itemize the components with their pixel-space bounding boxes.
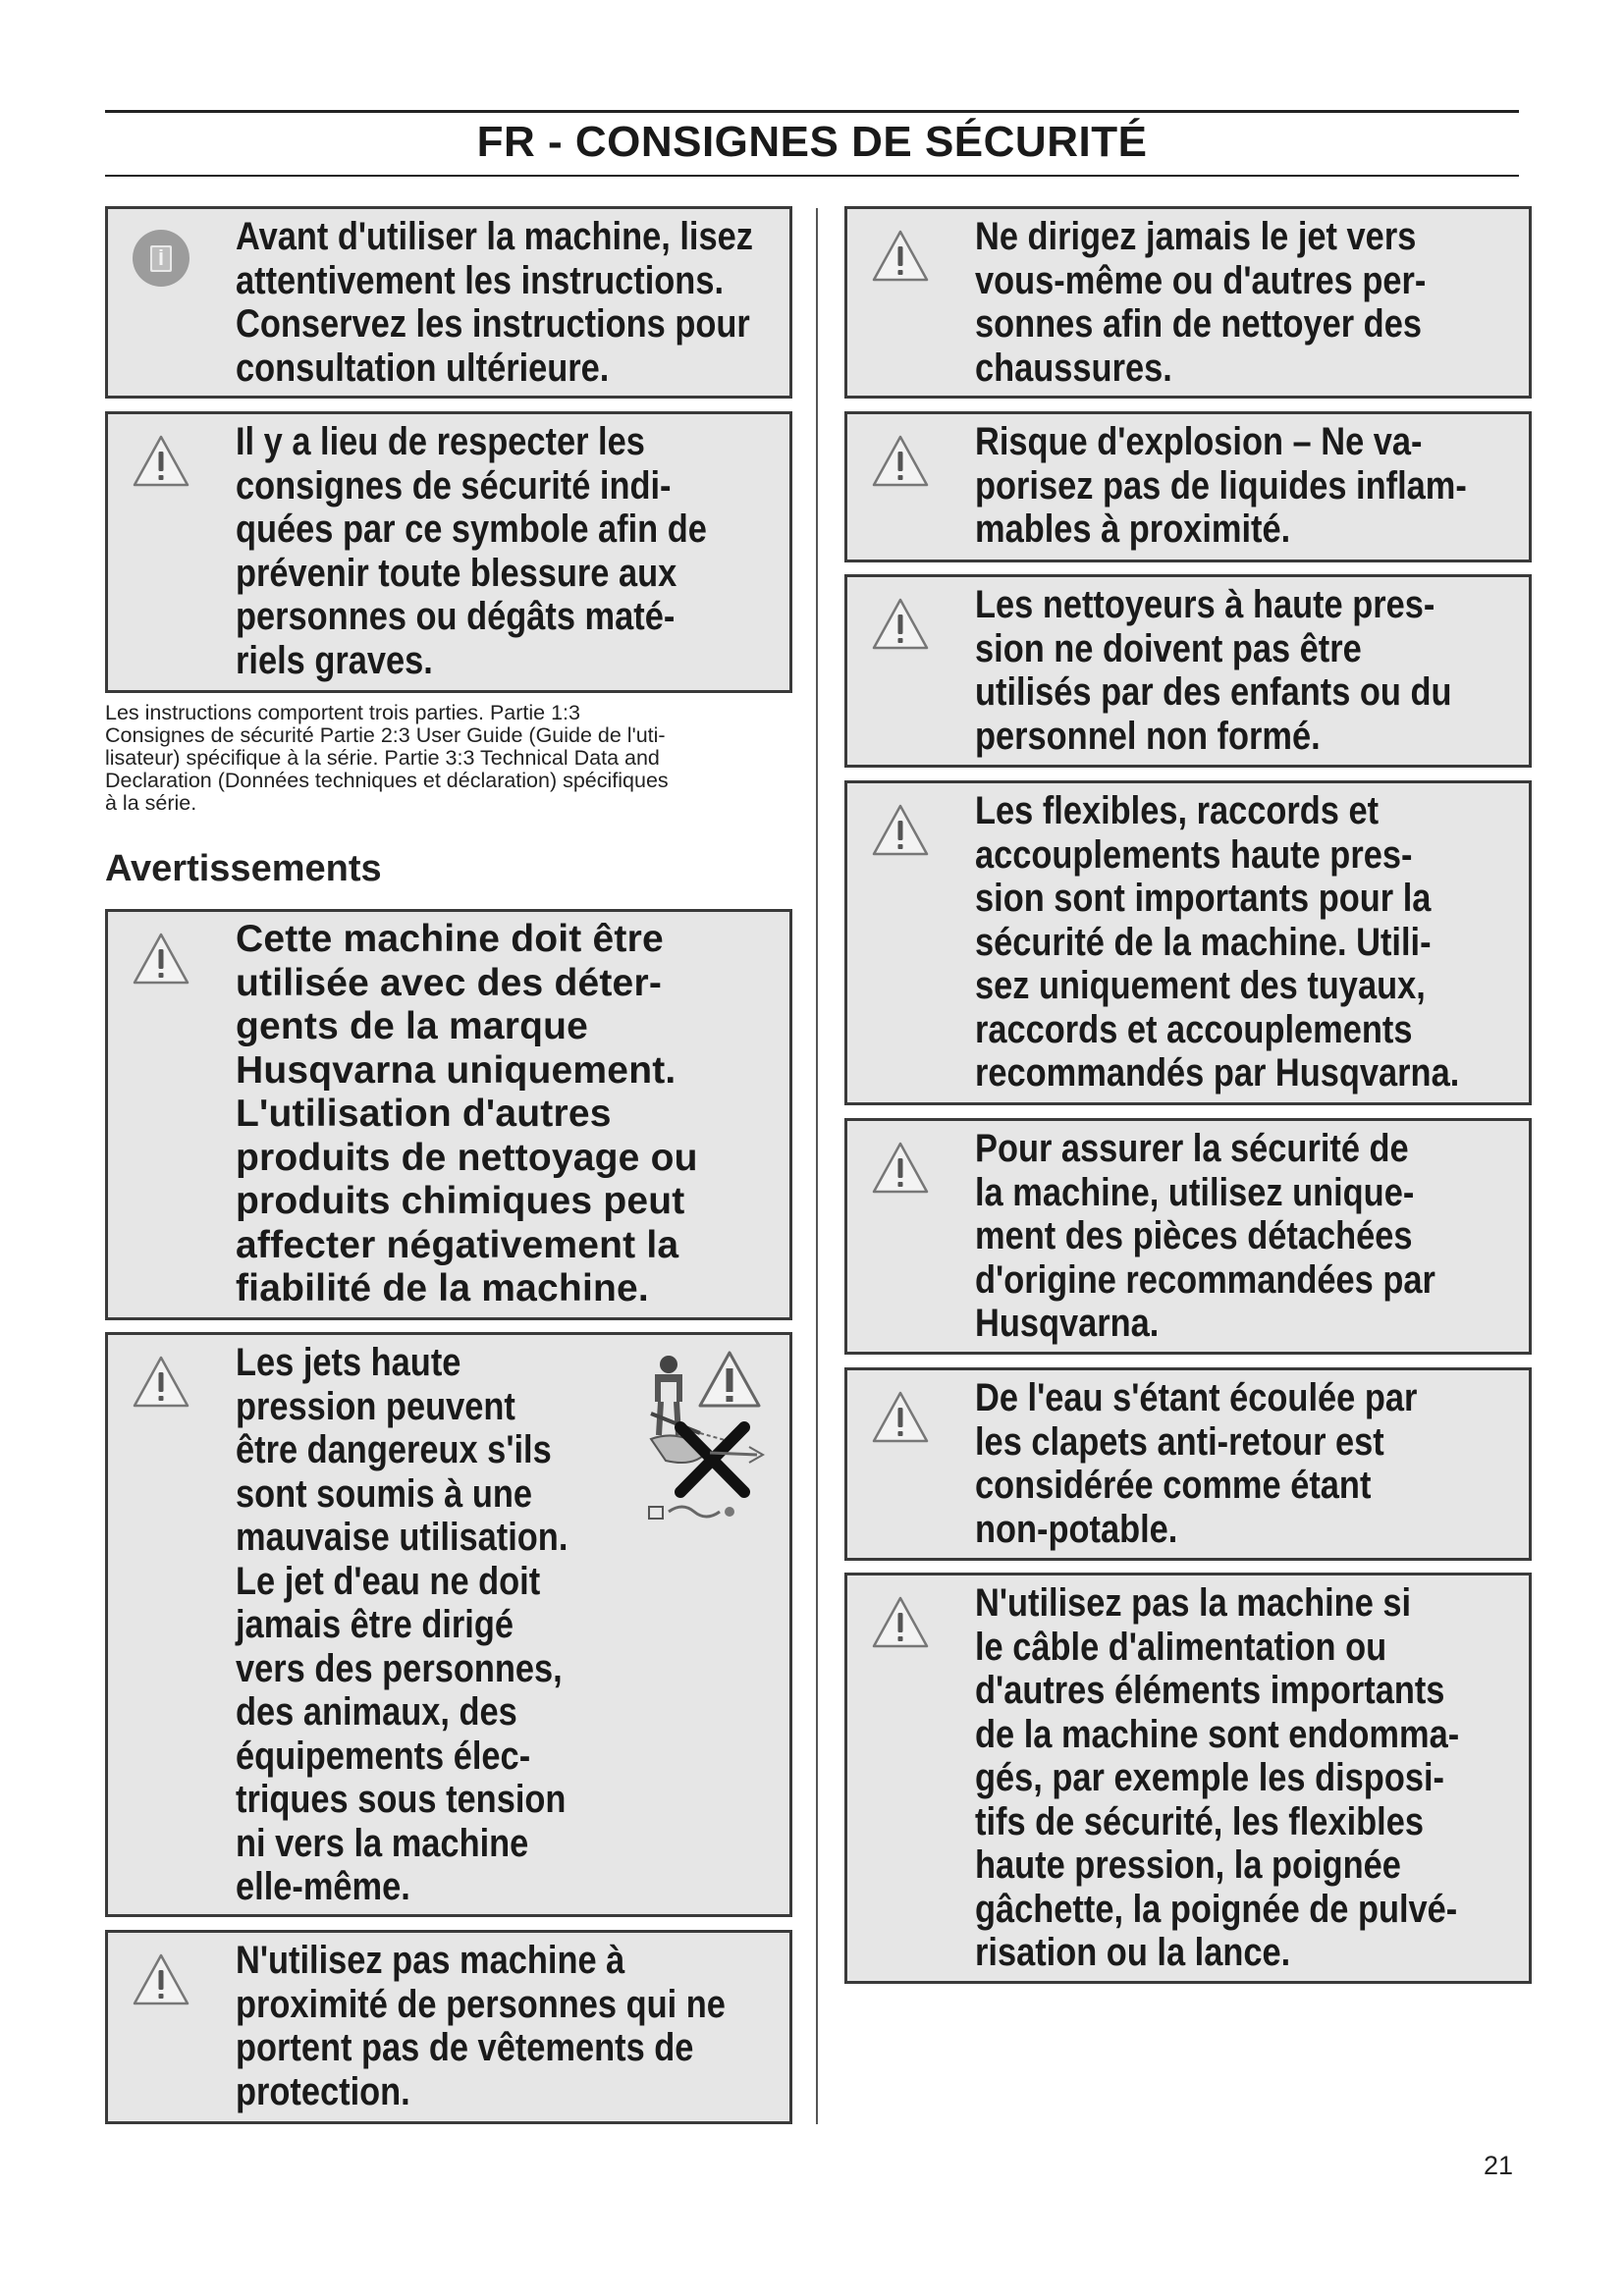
text-line: la machine, utilisez unique- — [975, 1170, 1415, 1214]
text-line: risation ou la lance. — [975, 1931, 1291, 1974]
page-number: 21 — [1484, 2151, 1514, 2180]
text-line: considérée comme étant — [975, 1464, 1372, 1507]
warning-triangle-icon — [871, 597, 930, 652]
text-line: sion sont importants pour la — [975, 877, 1432, 920]
text-line: Husqvarna uniquement. — [236, 1048, 677, 1092]
warning-shoes — [844, 206, 1532, 399]
warning-text — [975, 420, 1467, 552]
text-line: N'utilisez pas la machine si — [975, 1581, 1412, 1625]
section-heading: Avertissements — [105, 848, 382, 889]
no-spray-at-people-pictogram-icon — [641, 1345, 769, 1536]
warning-triangle-icon — [871, 229, 930, 284]
text-line: gés, par exemple les disposi- — [975, 1756, 1444, 1799]
intro-line: à la série. — [105, 791, 197, 815]
text-line: N'utilisez pas machine à — [236, 1939, 625, 1982]
warning-high-pressure-jets — [105, 1332, 792, 1917]
text-line: Ne dirigez jamais le jet vers — [975, 215, 1417, 258]
text-line: tifs de sécurité, les flexibles — [975, 1799, 1424, 1843]
intro-paragraph — [105, 702, 812, 815]
text-line: Risque d'explosion – Ne va- — [975, 420, 1423, 463]
text-line: utilisée avec des déter- — [236, 961, 663, 1004]
text-line: vers des personnes, — [236, 1646, 563, 1690]
text-line: fiabilité de la machine. — [236, 1267, 649, 1309]
notice-read-instructions — [105, 206, 792, 399]
text-line: Husqvarna. — [975, 1302, 1160, 1345]
text-line: triques sous tension — [236, 1778, 567, 1821]
warning-triangle-icon — [871, 434, 930, 489]
text-line: gents de la marque — [236, 1005, 589, 1047]
text-line: sont soumis à une — [236, 1471, 533, 1516]
warning-text — [975, 789, 1460, 1095]
text-line: mauvaise utilisation. — [236, 1516, 568, 1559]
text-line: sion ne doivent pas être — [975, 626, 1362, 670]
text-line: Les jets haute — [236, 1341, 461, 1384]
warning-detergents — [105, 909, 792, 1320]
warning-triangle-icon — [132, 1355, 190, 1410]
text-line: sécurité de la machine. Utili- — [975, 920, 1432, 964]
warning-text — [975, 583, 1452, 758]
warning-triangle-icon — [132, 1952, 190, 2007]
text-line: riels graves. — [236, 638, 433, 682]
text-line: d'origine recommandées par — [975, 1257, 1435, 1302]
text-line: recommandés par Husqvarna. — [975, 1051, 1460, 1095]
warning-text — [975, 1581, 1460, 1975]
warning-non-potable-water — [844, 1367, 1532, 1561]
text-line: consignes de sécurité indi- — [236, 463, 672, 507]
text-line: gâchette, la poignée de pulvé- — [975, 1887, 1458, 1931]
text-line: haute pression, la poignée — [975, 1843, 1401, 1887]
column-divider — [816, 208, 818, 2124]
text-line: Les nettoyeurs à haute pres- — [975, 583, 1435, 626]
text-line: porisez pas de liquides inflam- — [975, 463, 1467, 507]
text-line: les clapets anti-retour est — [975, 1419, 1384, 1464]
title-underline — [105, 175, 1519, 177]
text-line: chaussures. — [975, 346, 1172, 390]
text-line: L'utilisation d'autres — [236, 1093, 612, 1135]
text-line: Avant d'utiliser la machine, lisez — [236, 215, 753, 258]
warning-triangle-icon — [871, 1390, 930, 1445]
warning-hoses — [844, 780, 1532, 1105]
notice-text — [236, 215, 753, 390]
warning-text — [236, 1341, 573, 1909]
text-line: être dangereux s'ils — [236, 1428, 552, 1471]
notice-safety-symbol — [105, 411, 792, 693]
text-line: protection. — [236, 2069, 410, 2113]
warning-explosion — [844, 411, 1532, 562]
text-line: consultation ultérieure. — [236, 346, 610, 390]
warning-triangle-icon — [871, 1595, 930, 1650]
text-line: personnel non formé. — [975, 714, 1321, 758]
warning-triangle-icon — [132, 434, 190, 489]
text-line: elle-même. — [236, 1865, 410, 1908]
text-line: d'autres éléments importants — [975, 1669, 1445, 1712]
text-line: non-potable. — [975, 1507, 1178, 1551]
text-line: produits de nettoyage ou — [236, 1136, 698, 1179]
text-line: sonnes afin de nettoyer des — [975, 302, 1422, 346]
warning-text — [236, 918, 780, 1311]
page-title: FR - CONSIGNES DE SÉCURITÉ — [476, 118, 1148, 166]
text-line: le câble d'alimentation ou — [975, 1625, 1387, 1669]
text-line: mables à proximité. — [975, 507, 1291, 551]
text-line: vous-même ou d'autres per- — [975, 258, 1427, 302]
text-line: portent pas de vêtements de — [236, 2026, 694, 2069]
text-line: Conservez les instructions pour — [236, 302, 750, 346]
info-book-icon — [132, 229, 190, 288]
text-line: De l'eau s'étant écoulée par — [975, 1376, 1418, 1419]
warning-children — [844, 574, 1532, 768]
text-line: équipements élec- — [236, 1734, 531, 1778]
warning-triangle-icon — [871, 1141, 930, 1196]
text-line: utilisés par des enfants ou du — [975, 670, 1452, 714]
text-line: proximité de personnes qui ne — [236, 1982, 726, 2026]
text-line: produits chimiques peut — [236, 1180, 685, 1222]
text-line: de la machine sont endomma- — [975, 1712, 1460, 1756]
text-line: raccords et accouplements — [975, 1007, 1413, 1051]
notice-text — [236, 420, 707, 682]
text-line: personnes ou dégâts maté- — [236, 595, 676, 638]
top-rule — [105, 110, 1519, 113]
text-line: Les flexibles, raccords et — [975, 789, 1380, 832]
text-line: Il y a lieu de respecter les — [236, 420, 645, 463]
text-line: des animaux, des — [236, 1690, 517, 1734]
text-line: Cette machine doit être — [236, 918, 664, 960]
text-line: affecter négativement la — [236, 1223, 679, 1266]
text-line: ni vers la machine — [236, 1821, 529, 1865]
text-line: sez uniquement des tuyaux, — [975, 964, 1426, 1007]
text-line: accouplements haute pres- — [975, 832, 1413, 877]
warning-text — [236, 1939, 726, 2113]
warning-text — [975, 1127, 1442, 1346]
intro-line: Declaration (Données techniques et déclaration) spécifiques — [105, 769, 669, 792]
text-line: jamais être dirigé — [236, 1603, 514, 1646]
text-line: Pour assurer la sécurité de — [975, 1127, 1409, 1170]
text-line: attentivement les instructions. — [236, 258, 725, 302]
text-line: prévenir toute blessure aux — [236, 551, 677, 595]
intro-line: Consignes de sécurité Partie 2:3 User Guide (Guide de l'uti- — [105, 723, 666, 747]
warning-protective-clothing — [105, 1930, 792, 2124]
warning-damaged-parts — [844, 1573, 1532, 1984]
intro-line: Les instructions comportent trois parties. Partie 1:3 — [105, 701, 580, 724]
text-line: quées par ce symbole afin de — [236, 507, 707, 551]
warning-triangle-icon — [871, 803, 930, 858]
text-line: ment des pièces détachées — [975, 1214, 1413, 1257]
intro-line: lisateur) spécifique à la série. Partie 3:3 Technical Data and — [105, 746, 660, 770]
text-line: Le jet d'eau ne doit — [236, 1559, 541, 1603]
warning-text — [975, 215, 1442, 390]
warning-triangle-icon — [132, 932, 190, 987]
text-line: pression peuvent — [236, 1384, 515, 1428]
warning-spare-parts — [844, 1118, 1532, 1355]
warning-text — [975, 1376, 1442, 1551]
